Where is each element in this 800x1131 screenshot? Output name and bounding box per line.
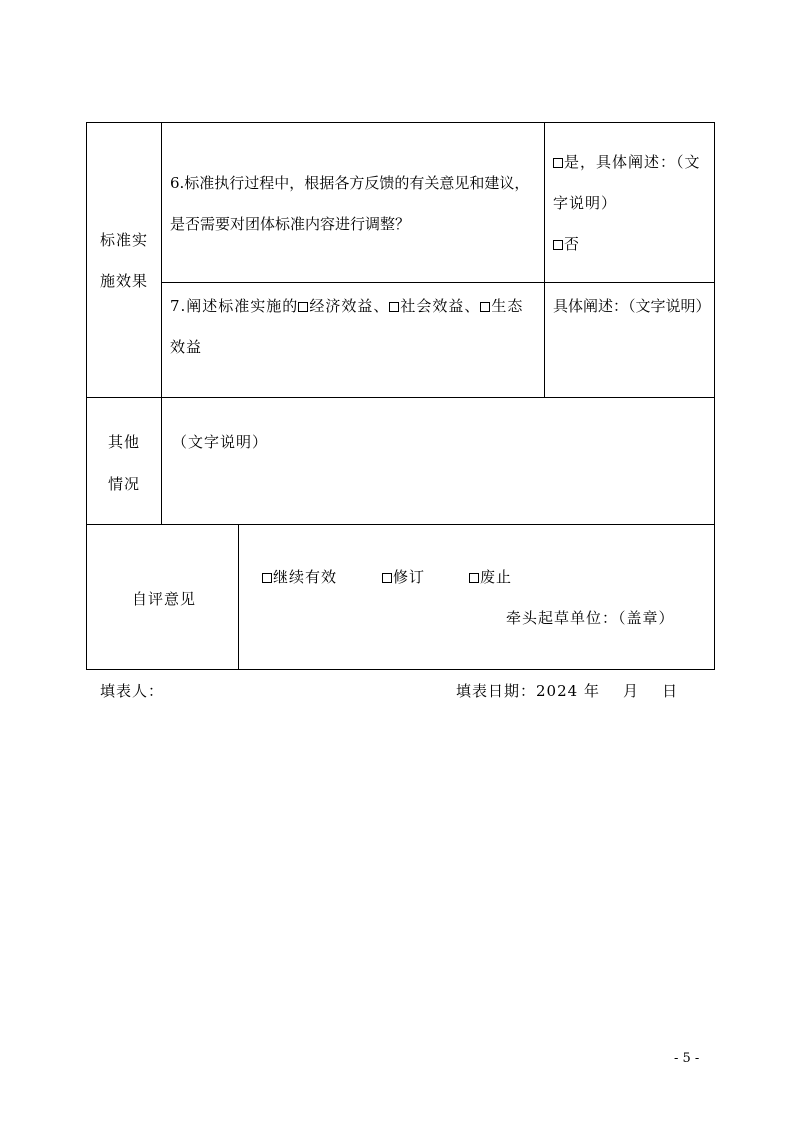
impl-label-line1: 标准实 <box>100 231 149 249</box>
other-content[interactable]: （文字说明） <box>172 433 269 451</box>
q7-ecological-checkbox[interactable] <box>480 302 490 312</box>
opinion-revise-checkbox[interactable] <box>382 573 392 583</box>
q7-social-text: 社会效益、 <box>400 297 481 315</box>
table-border-top <box>86 122 715 123</box>
q7-question-line1 <box>170 296 523 316</box>
impl-label-line2: 施效果 <box>100 272 149 290</box>
row-divider-q6-q7 <box>161 282 715 283</box>
other-label-line2: 情况 <box>108 475 141 493</box>
q7-economic-checkbox[interactable] <box>298 302 308 312</box>
column-divider-opinion <box>238 524 239 670</box>
q6-no-option[interactable] <box>553 234 579 254</box>
opinion-abolish-option[interactable] <box>469 567 512 587</box>
opinion-label: 自评意见 <box>132 590 197 608</box>
filler-label: 填表人： <box>100 682 165 700</box>
row-divider-other-opinion <box>86 524 715 525</box>
q6-yes-option[interactable] <box>553 152 701 172</box>
opinion-continue-option[interactable] <box>262 567 337 587</box>
q6-yes-checkbox[interactable] <box>553 158 563 168</box>
q6-question-line1: 6.标准执行过程中，根据各方反馈的有关意见和建议， <box>170 174 530 192</box>
opinion-continue-checkbox[interactable] <box>262 573 272 583</box>
opinion-abolish-checkbox[interactable] <box>469 573 479 583</box>
opinion-revise-text: 修订 <box>393 568 426 586</box>
q7-social-checkbox[interactable] <box>389 302 399 312</box>
page-number: - 5 - <box>674 1051 700 1066</box>
q7-question-line2: 效益 <box>170 338 203 356</box>
fill-date: 填表日期：2024 年 月 日 <box>456 682 679 700</box>
q7-economic-text: 经济效益、 <box>309 297 390 315</box>
other-label-line1: 其他 <box>108 433 141 451</box>
q6-yes-text-line2: 字说明） <box>553 194 618 212</box>
opinion-revise-option[interactable] <box>382 567 425 587</box>
q7-ecological-text: 生态 <box>491 297 524 315</box>
q7-prefix: 7.阐述标准实施的 <box>170 297 299 315</box>
row-divider-impl-other <box>86 397 715 398</box>
lead-drafting-unit: 牵头起草单位：（盖章） <box>506 609 675 627</box>
opinion-abolish-text: 废止 <box>480 568 513 586</box>
q6-yes-text: 是，具体阐述：（文 <box>564 153 701 171</box>
table-border-left <box>86 122 87 670</box>
column-divider-label <box>161 122 162 525</box>
q7-answer-text: 具体阐述：（文字说明） <box>553 297 711 315</box>
opinion-continue-text: 继续有效 <box>273 568 338 586</box>
column-divider-answer <box>544 122 545 398</box>
table-border-bottom <box>86 669 715 670</box>
q6-question-line2: 是否需要对团体标准内容进行调整？ <box>170 215 411 233</box>
q6-no-text: 否 <box>564 235 580 253</box>
table-border-right <box>714 122 715 670</box>
q6-no-checkbox[interactable] <box>553 240 563 250</box>
